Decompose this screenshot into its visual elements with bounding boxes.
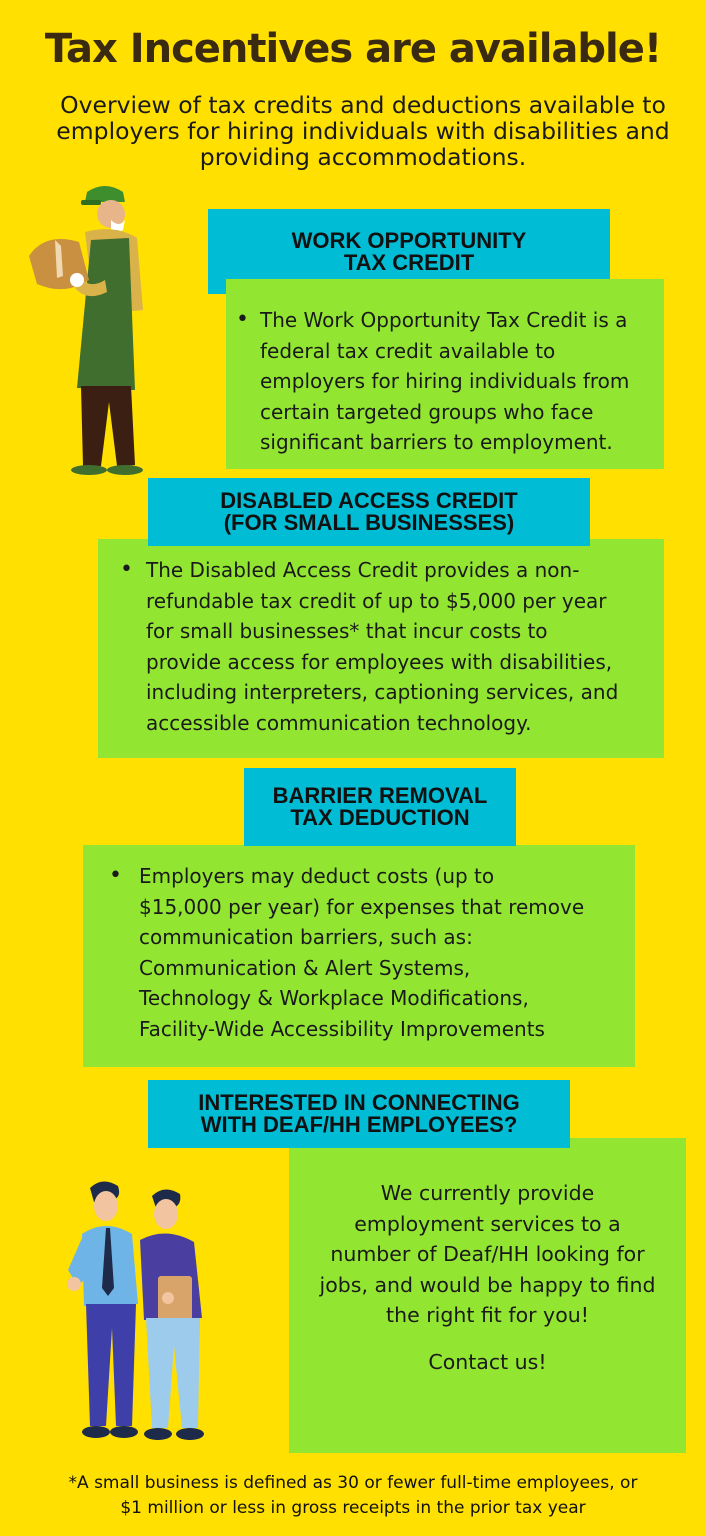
bullet-item [260,305,656,458]
footnote-line: *A small business is defined as 30 or fewer full-time employees, or [68,1473,638,1493]
page-title: Tax Incentives are available! [44,26,662,72]
bullet-item [139,861,627,1044]
text-line: the right fit for you! [386,1303,589,1327]
heading-line: TAX CREDIT [343,249,475,275]
text-line: Communication & Alert Systems, [139,955,471,980]
text-line: • The Disabled Access Credit provides a non- [146,558,580,582]
text-line: jobs, and would be happy to find [319,1272,656,1297]
text-line: employers for hiring individuals from [260,369,630,393]
section-heading-disabled-access [148,478,590,546]
text-line: certain targeted groups who face [260,399,594,424]
text-line: Technology & Workplace Modifications, [139,986,529,1010]
footnote-line: $1 million or less in gross receipts in the prior tax year [120,1498,586,1518]
footnote [20,1471,686,1521]
bullet-item [146,555,656,738]
heading-line: (FOR SMALL BUSINESSES) [223,510,515,535]
heading-line: TAX DEDUCTION [290,805,470,830]
text-line: • Employers may deduct costs (up to [139,864,495,888]
text-line: for small businesses* that incur costs to [146,619,548,643]
worker-carrying-box-illustration [25,180,150,480]
section-panel-work-opportunity [226,279,664,469]
contact-us-text: Contact us! [428,1349,547,1374]
text-line: provide access for employees with disabilities, [146,649,613,674]
text-line: employment services to a [354,1211,621,1236]
heading-line: DISABLED ACCESS CREDIT [220,488,518,513]
text-line: communication barriers, such as: [139,925,473,949]
text-line: Facility-Wide Accessibility Improvements [139,1016,545,1041]
section-panel-disabled-access [98,539,664,758]
section-panel-barrier-removal [83,845,635,1067]
section-panel-connect [289,1138,686,1453]
text-line: including interpreters, captioning services, and [146,680,619,704]
text-line: federal tax credit available to [260,338,556,363]
two-coworkers-illustration [60,1178,230,1450]
section-heading-connect [148,1080,570,1148]
heading-line: BARRIER REMOVAL [272,783,488,808]
text-line: accessible communication technology. [146,710,532,735]
text-line: • The Work Opportunity Tax Credit is a [260,308,628,332]
text-line: refundable tax credit of up to $5,000 per year [146,588,607,613]
text-line: $15,000 per year) for expenses that remove [139,894,585,919]
text-line: We currently provide [380,1181,595,1205]
page-subtitle: Overview of tax credits and deductions available to employers for hiring individuals with disabilities and providing accommodations. [56,91,670,171]
heading-line: WITH DEAF/HH EMPLOYEES? [200,1112,518,1137]
heading-line: WORK OPPORTUNITY [291,227,527,253]
text-line: number of Deaf/HH looking for [330,1242,645,1266]
text-line: significant barriers to employment. [260,430,613,454]
heading-line: INTERESTED IN CONNECTING [198,1090,520,1115]
section-heading-barrier-removal [244,768,516,846]
